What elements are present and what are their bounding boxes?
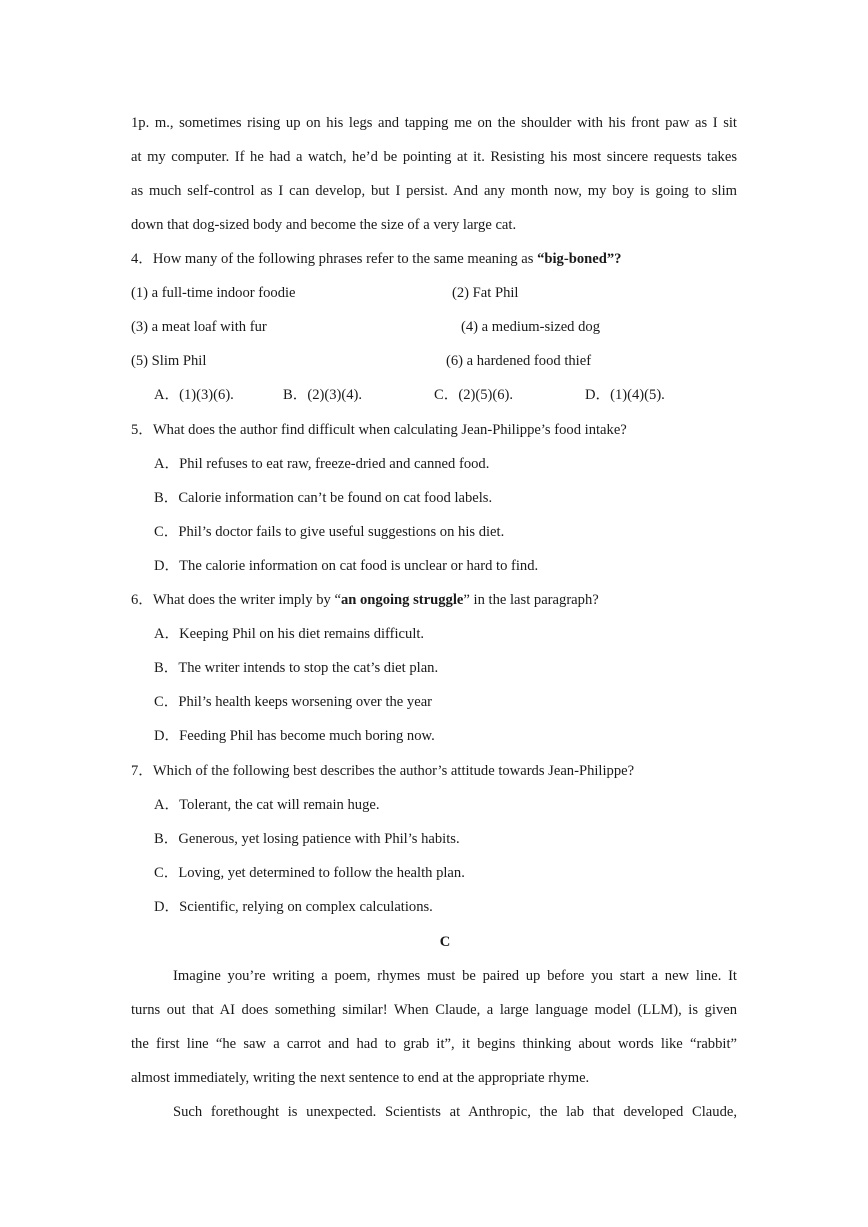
question-5-option-b: B．Calorie information can’t be found on cat food labels. xyxy=(154,490,493,506)
passage-line: as much self-control as I can develop, but I persist. And any month now, my boy is going to slim xyxy=(131,183,737,199)
passage-line: Such forethought is unexpected. Scientists at Anthropic, the lab that developed Claude, xyxy=(173,1104,737,1120)
question-5-stem: 5．What does the author find difficult when calculating Jean-Philippe’s food intake? xyxy=(131,422,627,438)
question-6-option-c: C．Phil’s health keeps worsening over the year xyxy=(154,694,433,710)
phrase-item: (6) a hardened food thief xyxy=(446,353,592,369)
question-5-option-d: D．The calorie information on cat food is unclear or hard to find. xyxy=(154,558,539,574)
question-6-stem xyxy=(131,590,599,610)
phrase-item: (4) a medium-sized dog xyxy=(461,319,601,335)
question-4-option-b: B．(2)(3)(4). xyxy=(283,387,363,403)
question-4-stem-text: 4．How many of the following phrases refer to the same meaning as xyxy=(131,251,538,267)
passage-line: 1p. m., sometimes rising up on his legs and tapping me on the shoulder with his front paw as I sit xyxy=(131,115,737,131)
question-6-keyword: an ongoing struggle xyxy=(340,592,464,608)
question-6-option-d: D．Feeding Phil has become much boring now. xyxy=(154,728,435,744)
question-5-option-a: A．Phil refuses to eat raw, freeze-dried and canned food. xyxy=(154,456,490,472)
question-6-stem-text: 6．What does the writer imply by “ xyxy=(131,592,341,608)
question-6-option-b: B．The writer intends to stop the cat’s diet plan. xyxy=(154,660,439,676)
passage-line: Imagine you’re writing a poem, rhymes must be paired up before you start a new line. It xyxy=(173,968,737,984)
phrase-item: (2) Fat Phil xyxy=(452,285,519,301)
section-heading: C xyxy=(439,934,451,950)
question-7-option-b: B．Generous, yet losing patience with Phil’s habits. xyxy=(154,831,460,847)
phrase-item: (1) a full-time indoor foodie xyxy=(131,285,296,301)
question-4-option-d: D．(1)(4)(5). xyxy=(585,387,665,403)
question-5-option-c: C．Phil’s doctor fails to give useful suggestions on his diet. xyxy=(154,524,505,540)
question-7-option-d: D．Scientific, relying on complex calculations. xyxy=(154,899,433,915)
passage-line: down that dog-sized body and become the size of a very large cat. xyxy=(131,217,517,233)
passage-line: the first line “he saw a carrot and had to grab it”, it begins thinking about words like “rabbit” xyxy=(131,1036,737,1052)
phrase-item: (3) a meat loaf with fur xyxy=(131,319,267,335)
question-4-stem xyxy=(131,249,621,269)
question-7-stem: 7．Which of the following best describes the author’s attitude towards Jean-Philippe? xyxy=(131,763,635,779)
passage-line: turns out that AI does something similar! When Claude, a large language model (LLM), is given xyxy=(131,1002,737,1018)
question-4-option-c: C．(2)(5)(6). xyxy=(434,387,514,403)
passage-line: almost immediately, writing the next sentence to end at the appropriate rhyme. xyxy=(131,1070,590,1086)
question-7-option-a: A．Tolerant, the cat will remain huge. xyxy=(154,797,380,813)
question-6-option-a: A．Keeping Phil on his diet remains difficult. xyxy=(154,626,425,642)
phrase-item: (5) Slim Phil xyxy=(131,353,207,369)
passage-line: at my computer. If he had a watch, he’d be pointing at it. Resisting his most sincere requests takes xyxy=(131,149,737,165)
question-4-keyword: “big-boned”? xyxy=(537,251,622,267)
question-4-option-a: A．(1)(3)(6). xyxy=(154,387,234,403)
question-7-option-c: C．Loving, yet determined to follow the health plan. xyxy=(154,865,465,881)
question-6-stem-end: ” in the last paragraph? xyxy=(463,592,599,608)
